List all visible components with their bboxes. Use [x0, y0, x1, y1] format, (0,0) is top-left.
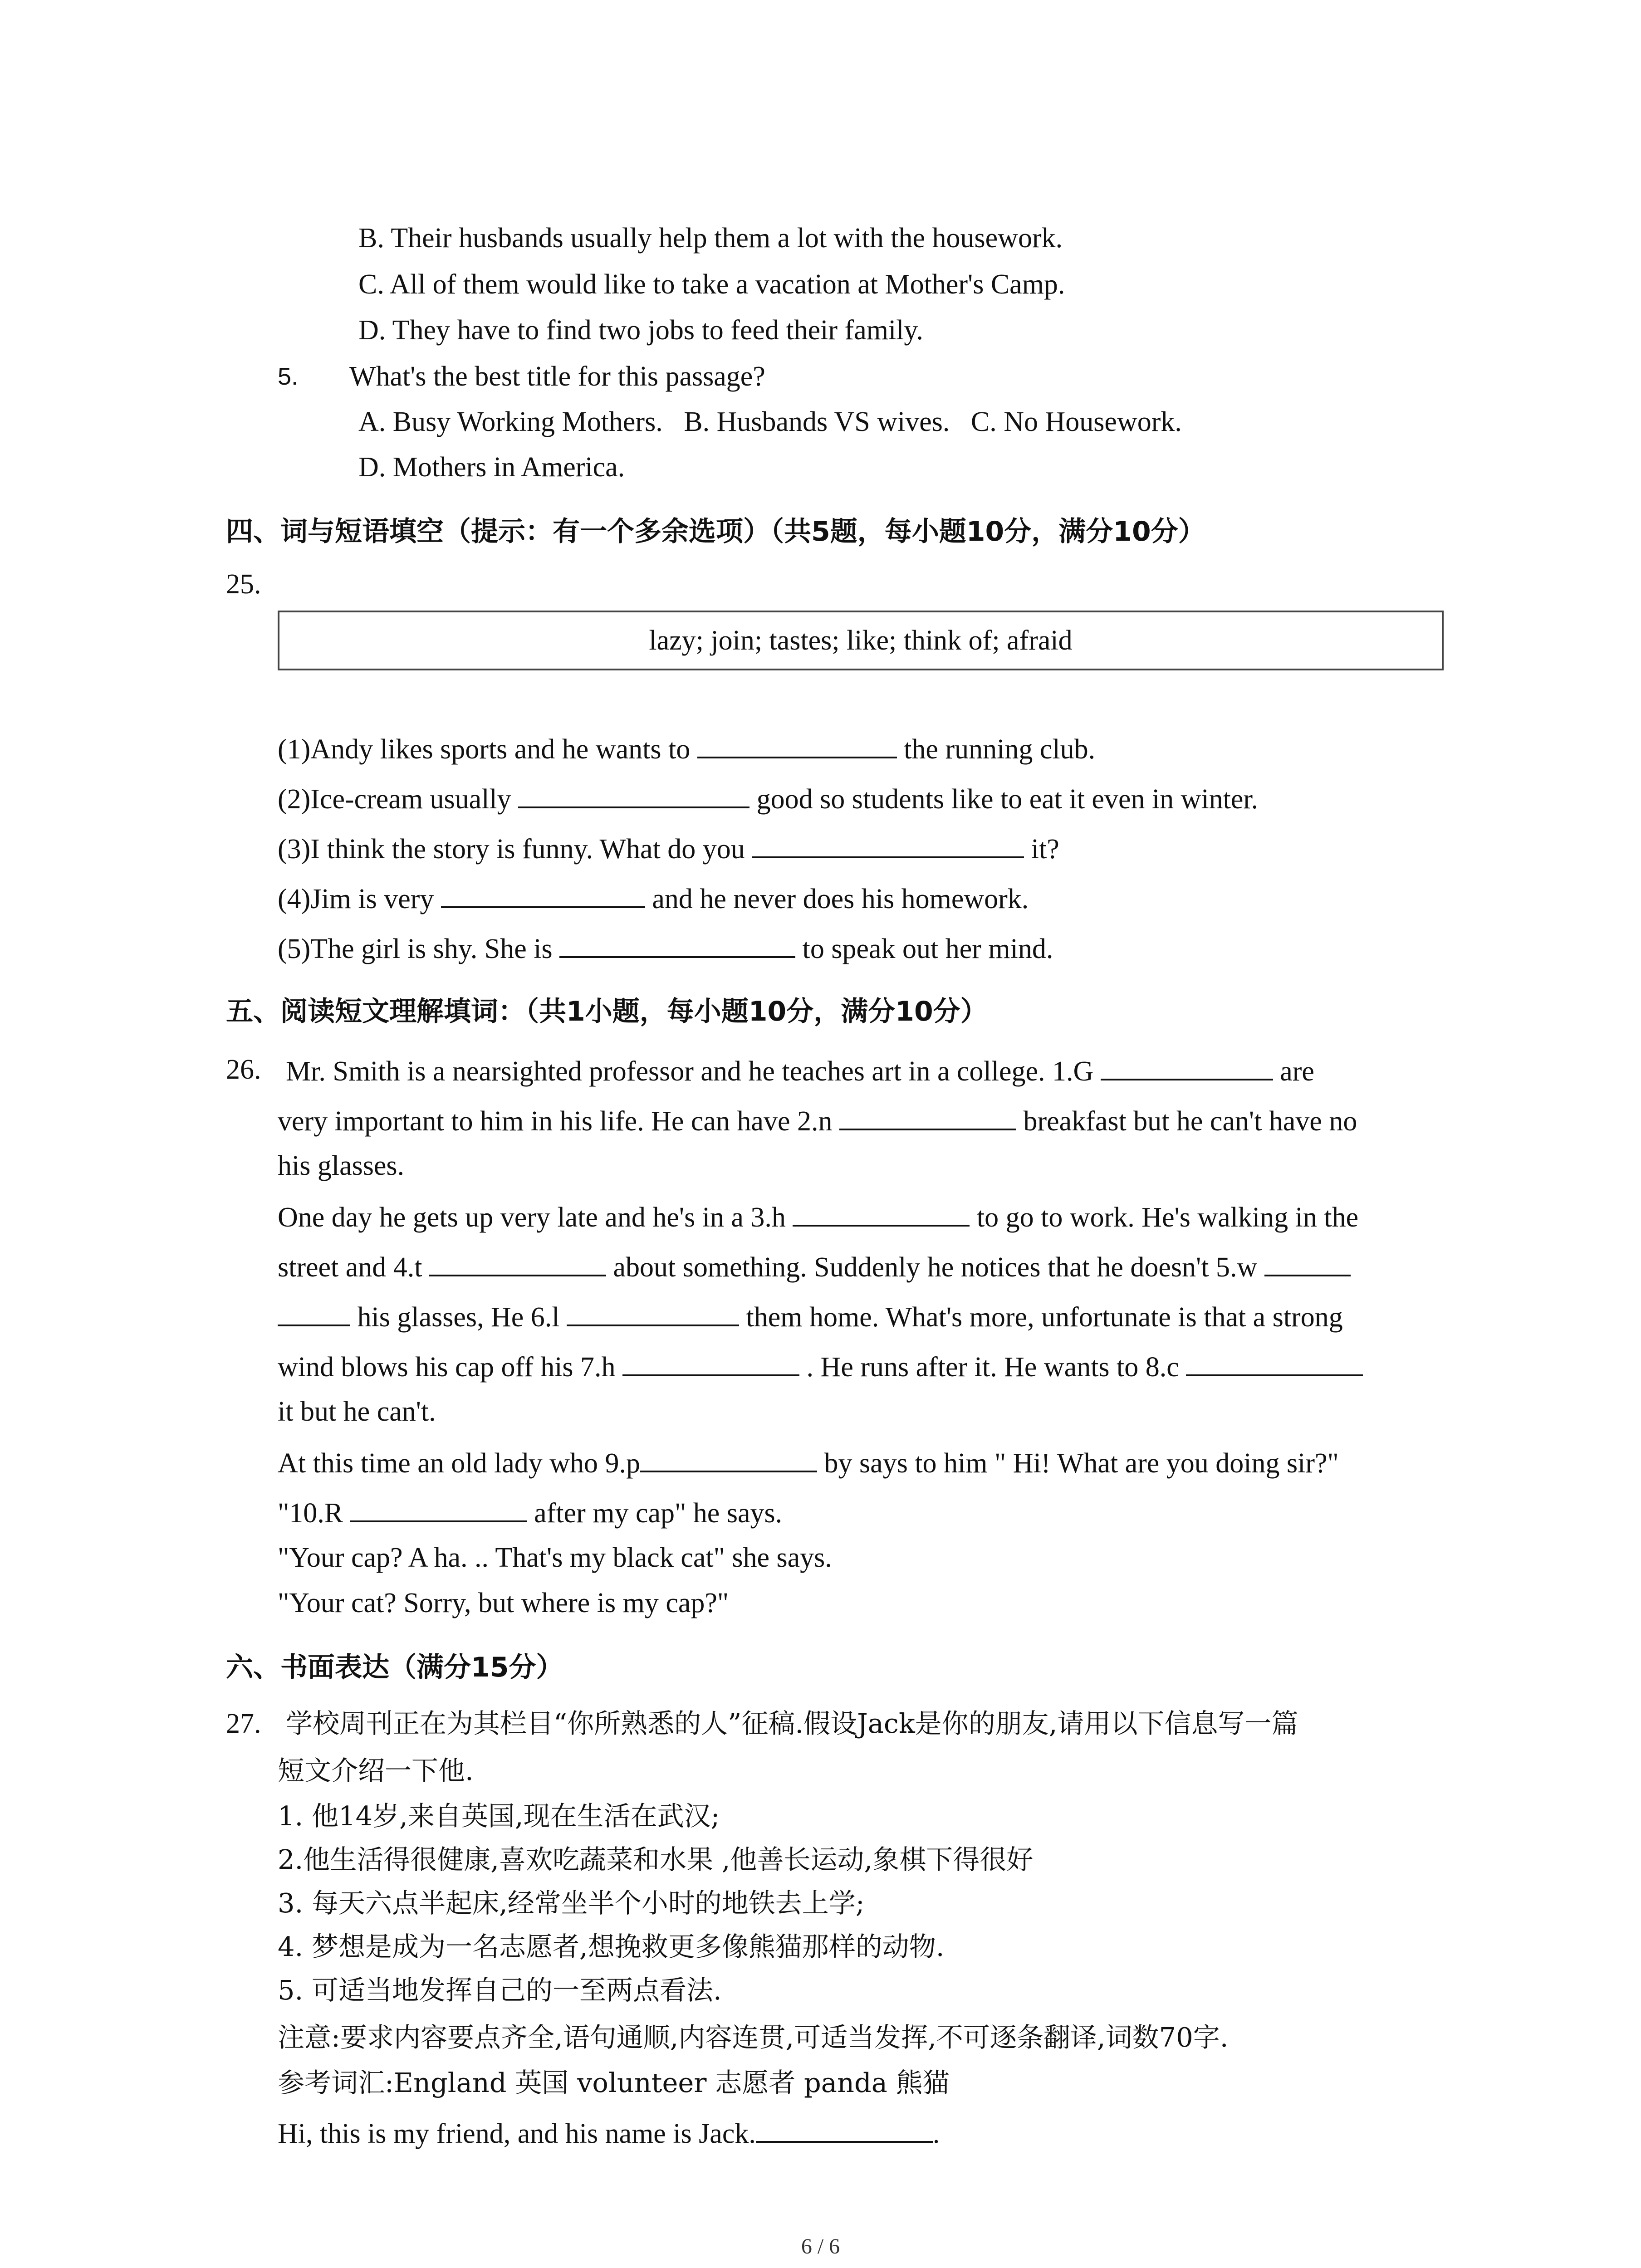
- answer-blank[interactable]: [278, 1297, 350, 1326]
- writing-point: 1. 他14岁,来自英国,现在生活在武汉;: [278, 1800, 720, 1832]
- word-bank: lazy; join; tastes; like; think of; afraid: [649, 625, 1073, 656]
- question-26-number: 26.: [226, 1054, 261, 1085]
- passage-line: "Your cat? Sorry, but where is my cap?": [278, 1588, 729, 1618]
- option-d: D. They have to find two jobs to feed their family.: [358, 315, 923, 346]
- question-5-number: 5.: [278, 363, 299, 390]
- writing-point: 3. 每天六点半起床,经常坐半个小时的地铁去上学;: [278, 1887, 865, 1919]
- answer-blank[interactable]: [640, 1443, 817, 1472]
- writing-intro-cont: 短文介绍一下他.: [278, 1755, 474, 1786]
- answer-blank[interactable]: [441, 879, 645, 908]
- answer-blank[interactable]: [622, 1347, 799, 1376]
- passage-line: Mr. Smith is a nearsighted professor and he teaches art in a college. 1.G are: [286, 1051, 1314, 1090]
- fill-item-4: (4)Jim is very and he never does his homework.: [278, 879, 1029, 917]
- question-25-number: 25.: [226, 569, 261, 600]
- answer-blank[interactable]: [752, 829, 1024, 858]
- q5-option-d: D. Mothers in America.: [358, 452, 625, 483]
- answer-blank[interactable]: [793, 1198, 970, 1227]
- fill-item-2: (2)Ice-cream usually good so students like to eat it even in winter.: [278, 779, 1258, 817]
- answer-blank[interactable]: [1101, 1051, 1273, 1080]
- passage-line: At this time an old lady who 9.p by says to him " Hi! What are you doing sir?": [278, 1443, 1339, 1481]
- fill-item-3: (3)I think the story is funny. What do you it?: [278, 829, 1059, 867]
- essay-blank[interactable]: [756, 2114, 933, 2143]
- passage-line: it but he can't.: [278, 1396, 436, 1427]
- option-b: B. Their husbands usually help them a lot with the housework.: [358, 223, 1063, 254]
- word-bank-box: [278, 611, 1444, 670]
- answer-blank[interactable]: [567, 1297, 739, 1326]
- q5-option-c: C. No Housework.: [970, 406, 1182, 437]
- answer-blank[interactable]: [350, 1493, 527, 1522]
- section-4-heading: 四、词与短语填空（提示：有一个多余选项）（共5题，每小题10分，满分10分）: [226, 516, 1205, 547]
- passage-line: "10.R after my cap" he says.: [278, 1493, 782, 1531]
- question-27-number: 27.: [226, 1708, 261, 1739]
- q5-option-a: A. Busy Working Mothers.: [358, 406, 663, 437]
- question-5-options-row: [358, 404, 1182, 440]
- writing-intro: 学校周刊正在为其栏目“你所熟悉的人”征稿.假设Jack是你的朋友,请用以下信息写一篇: [286, 1708, 1298, 1739]
- passage-line: wind blows his cap off his 7.h . He runs after it. He wants to 8.c: [278, 1347, 1363, 1385]
- answer-blank[interactable]: [559, 929, 795, 958]
- passage-line: One day he gets up very late and he's in a 3.h to go to work. He's walking in the: [278, 1198, 1358, 1236]
- section-6-heading: 六、书面表达（满分15分）: [226, 1652, 563, 1683]
- writing-point: 5. 可适当地发挥自己的一至两点看法.: [278, 1975, 722, 2006]
- passage-line: "Your cap? A ha. .. That's my black cat" she says.: [278, 1542, 832, 1573]
- answer-blank[interactable]: [697, 729, 897, 758]
- passage-line: very important to him in his life. He can have 2.n breakfast but he can't have no: [278, 1101, 1357, 1139]
- q5-option-b: B. Husbands VS wives.: [684, 406, 950, 437]
- section-5-heading: 五、阅读短文理解填词：（共1小题，每小题10分，满分10分）: [226, 996, 988, 1027]
- fill-item-1: (1)Andy likes sports and he wants to the running club.: [278, 729, 1095, 767]
- passage-line: his glasses, He 6.l them home. What's more, unfortunate is that a strong: [278, 1297, 1343, 1335]
- writing-point: 2.他生活得很健康,喜欢吃蔬菜和水果 ,他善长运动,象棋下得很好: [278, 1844, 1034, 1875]
- fill-item-5: (5)The girl is shy. She is to speak out her mind.: [278, 929, 1053, 967]
- option-c: C. All of them would like to take a vacation at Mother's Camp.: [358, 269, 1065, 300]
- writing-note: 注意:要求内容要点齐全,语句通顺,内容连贯,可适当发挥,不可逐条翻译,词数70字.: [278, 2022, 1229, 2053]
- writing-starter: Hi, this is my friend, and his name is Jack. .: [278, 2114, 940, 2152]
- answer-blank[interactable]: [839, 1101, 1016, 1130]
- passage-line: his glasses.: [278, 1150, 404, 1181]
- reference-vocab: 参考词汇:England 英国 volunteer 志愿者 panda 熊猫: [278, 2067, 950, 2098]
- writing-point: 4. 梦想是成为一名志愿者,想挽救更多像熊猫那样的动物.: [278, 1931, 945, 1962]
- answer-blank[interactable]: [1186, 1347, 1363, 1376]
- question-5-text: What's the best title for this passage?: [349, 361, 765, 392]
- answer-blank[interactable]: [518, 779, 749, 808]
- answer-blank[interactable]: [1264, 1247, 1351, 1276]
- passage-line: street and 4.t about something. Suddenly he notices that he doesn't 5.w: [278, 1247, 1351, 1286]
- answer-blank[interactable]: [429, 1247, 606, 1276]
- page-number: 6 / 6: [801, 2234, 840, 2258]
